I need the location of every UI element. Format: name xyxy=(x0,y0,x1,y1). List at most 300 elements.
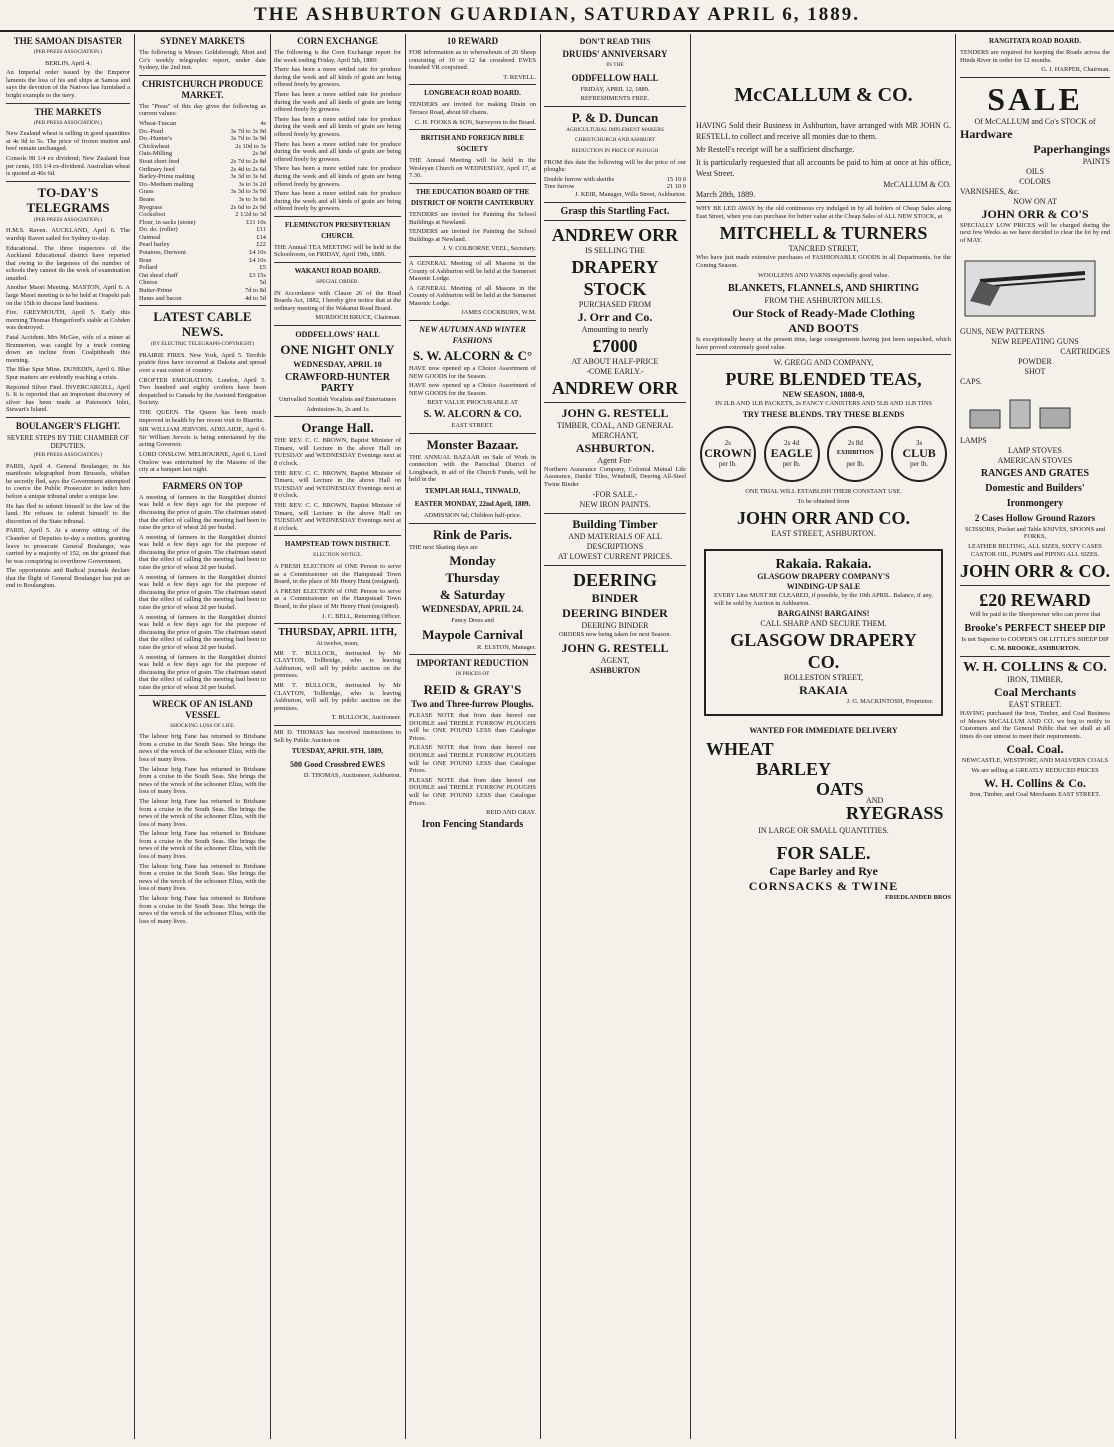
article-text: ONE TRIAL WILL ESTABLISH THEIR CONSTANT USE. xyxy=(745,487,902,495)
cable-heading: LATEST CABLE NEWS. xyxy=(153,309,252,340)
article-text: At twelve, noon, xyxy=(316,640,359,648)
produce-row xyxy=(139,219,266,227)
produce-price: 3s 7d to 3s 9d xyxy=(230,127,266,135)
duncan-reduction: REDUCTION IN PRICE OF PLOUGH xyxy=(571,147,659,154)
produce-item: Bran xyxy=(139,256,152,264)
article-text: Fancy Dress and xyxy=(451,617,494,625)
try-blends: TRY THESE BLENDS. TRY THESE BLENDS xyxy=(742,409,905,419)
ranges-heading: RANGES AND GRATES xyxy=(980,467,1090,479)
column-rule xyxy=(270,34,271,1439)
sheep-heading: 500 Good Crossbred EWES xyxy=(289,760,386,770)
maypole-heading: Maypole Carnival xyxy=(422,626,523,642)
article-text: HAVING purchased the Iron, Timber, and Coal Business of Messrs McCALLUM AND CO. we beg to notify to Customers and the General Public that we shall at all times do our utmost to meet their requirements. xyxy=(960,709,1110,740)
produce-price: 2s 10d to 3s xyxy=(235,142,266,150)
produce-item: Hams and bacon xyxy=(139,294,182,302)
article-text: Amounting to nearly xyxy=(581,324,649,334)
produce-row xyxy=(139,158,266,166)
rakaia-town-heading: RAKAIA xyxy=(799,683,848,698)
in-the-text: IN THE xyxy=(606,62,624,68)
telegrams-heading: TO-DAY'S TELEGRAMS xyxy=(26,184,110,215)
column-6 xyxy=(696,34,951,1439)
tea-blend-badge xyxy=(891,426,947,482)
alcorn-name: S. W. ALCORN & CO. xyxy=(423,409,522,421)
ploughs-heading: Two and Three-furrow Ploughs. xyxy=(411,698,534,709)
column-rule xyxy=(405,34,406,1439)
article-text: We are selling at GREATLY REDUCED PRICES xyxy=(971,766,1099,774)
produce-price: 3s to 3s 2d xyxy=(238,180,266,188)
reid-gray-heading: REID & GRAY'S xyxy=(423,681,522,697)
hampstead-sub: ELECTION NOTICE. xyxy=(313,552,362,559)
article-text: THE next Skating days are xyxy=(409,543,478,551)
article-text: PLEASE NOTE that from date hereof our DOUBLE and TREBLE FURROW PLOUGHS will be ONE POUND LESS than Catalogue Prices. xyxy=(409,744,536,775)
duncan-places: CHRISTCHURCH AND ASHBURT xyxy=(574,137,656,144)
sale-heading: SALE xyxy=(987,80,1083,117)
deering-heading: DEERING xyxy=(572,570,657,591)
produce-price: £3 15s xyxy=(249,271,266,279)
article-text: THE REV. C. C. BROWN, Baptist Minister of Timaru, will Lecture in the above Hall on TUESDAY and WEDNESDAY Evenings next at 8 o'clock. xyxy=(274,437,401,467)
article-text: Educational. The three inspectors of the Auckland Educational district have reported that owing to the largeness of the number of schools they cannot do the work of examination unaided. xyxy=(6,244,130,282)
deering-binder-heading: DEERING BINDER xyxy=(562,606,668,621)
day-heading: Thursday xyxy=(445,570,500,586)
tea-name: CLUB xyxy=(902,446,936,461)
article-text: PRAIRIE FIRES. New York, April 5. Terrible prairie fires have occurred at Dakota and spread over a vast extent of country. xyxy=(139,351,266,374)
article-text: PLEASE NOTE that from date hereof our DOUBLE and TREBLE FURROW PLOUGHS will be ONE POUND LESS than Catalogue Prices. xyxy=(409,776,536,807)
produce-item: Grass xyxy=(139,188,154,196)
produce-price-list xyxy=(139,120,266,302)
signature: MURDOCH BRUCE, Chairman. xyxy=(315,314,401,322)
samoan-heading: THE SAMOAN DISASTER xyxy=(13,36,123,46)
article-text: There has been a more settled rate for produce during the week and all kinds of grain are being offered freely by growers. xyxy=(274,140,401,163)
byline: (BY ELECTRIC TELEGRAPH-COPYRIGHT) xyxy=(150,341,255,348)
produce-item: Cocksfoot xyxy=(139,211,166,219)
article-text: MR D. THOMAS has received instructions to Sell by Public Auction on xyxy=(274,729,401,744)
article-text: PLEASE NOTE that from date hereof our DOUBLE and TREBLE FURROW PLOUGHS will be ONE POUND LESS than Catalogue Prices. xyxy=(409,711,536,742)
brookes-heading: Brooke's PERFECT SHEEP DIP xyxy=(964,622,1106,634)
produce-price: 5d xyxy=(259,279,266,287)
education-heading: THE EDUCATION BOARD OF THE DISTRICT OF NORTH CANTERBURY xyxy=(411,187,534,207)
tea-name: CROWN xyxy=(704,446,752,461)
article-text: AND MATERIALS OF ALL DESCRIPTIONS xyxy=(568,532,662,552)
article-text: H.M.S. Raven. AUCKLAND, April 6. The warship Raven sailed for Sydney to-day. xyxy=(6,227,130,242)
article-text: A meeting of farmers in the Rangitikei district was held a few days ago for the purpose of discussing the price of grain. The chairman stated that the effect of calling the meeting had been to raise the price of wheat 2d per bushel. xyxy=(139,533,266,572)
article-text: REFRESHMENTS FREE. xyxy=(580,95,650,103)
razors-heading: 2 Cases Hollow Ground Razors xyxy=(974,512,1096,523)
article-text: The Blue Spur Mine. DUNEDIN, April 6. Blue Spur matters are evidently reaching a crisis. xyxy=(6,366,130,381)
article-text: EVERY Line MUST BE CLEARED, if possible, by the 10th APRIL. Balance, if any, will be sold by Auction in Ashburton. xyxy=(714,592,933,607)
produce-item: Pollard xyxy=(139,264,158,272)
article-text: PARIS, April 5. At a stormy sitting of the Chamber of Deputies to-day a motion, granting leave to prosecute General Boulanger, was carried by a majority of 152, on the ground that he was conspiring to overthrow Government. xyxy=(6,527,130,565)
oats-text: OATS xyxy=(816,778,864,799)
produce-price: 3s 3d to 3s 6d xyxy=(230,173,266,181)
article-text: HAVING Sold their Business in Ashburton, have arranged with MR JOHN G. RESTELL to collect and receive all monies due to them. xyxy=(696,121,951,141)
druids-heading: DRUIDS' ANNIVERSARY xyxy=(562,49,668,59)
rakaia-heading: Rakaia. Rakaia. xyxy=(775,557,872,573)
article-text: The opportunists and Radical journals declare that the flight of General Boulanger has put an end to Boulangism. xyxy=(6,567,130,590)
produce-row xyxy=(139,211,266,219)
john-orr-heading: JOHN ORR AND CO. xyxy=(736,508,910,529)
reduction-heading: IMPORTANT REDUCTION xyxy=(416,658,529,669)
cornsacks-heading: CORNSACKS & TWINE xyxy=(748,878,899,893)
oils-text: OILS xyxy=(1026,166,1044,176)
glasgow-co-heading: GLASGOW DRAPERY CO. xyxy=(730,630,917,673)
produce-price: £4 10s xyxy=(249,249,266,257)
produce-item: Do.-Hunter's xyxy=(139,135,172,143)
column-rule xyxy=(540,34,541,1439)
article-text: Will be paid to the Sheepowner who can prove that xyxy=(969,611,1101,619)
produce-item: Cheese xyxy=(139,279,158,287)
hall-heading: ODDFELLOW HALL xyxy=(571,72,659,83)
produce-item: Do. do. (roller) xyxy=(139,226,178,234)
article-text: IS SELLING THE xyxy=(585,245,645,255)
article-text: LEATHER BELTING, ALL SIZES, SIXTY CASES CASTOR OIL, PUMPS and PIPING ALL SIZES. xyxy=(968,542,1102,558)
signature: JAMES COCKBURN, W.M. xyxy=(461,309,536,317)
article-text: THE Annual Meeting will be held in the Wesleyan Church on WEDNESDAY, April 17, at 7.30. xyxy=(409,157,536,180)
article-text: To be obtained from xyxy=(797,497,850,505)
produce-item: Oatmeal xyxy=(139,233,161,241)
produce-item: Butter-Prime xyxy=(139,287,173,295)
article-text: FROM THE ASHBURTON MILLS. xyxy=(764,296,883,306)
date-text: March 28th, 1889. xyxy=(696,189,756,199)
bazaar-heading: Monster Bazaar. xyxy=(426,436,519,452)
article-text: Another Maori Meeting. MASTON, April 6. A large Maori meeting is to be held at Orapeki pah on the 15th to discuss land business. xyxy=(6,284,130,307)
article-text: Fire. GREYMOUTH, April 5. Early this morning Thomas Hungerford's stable at Cobden was destroyed. xyxy=(6,309,130,332)
produce-item: Beans xyxy=(139,195,155,203)
article-text: TENDERS are required for keeping the Roads across the Hinds River in order for 12 months. xyxy=(960,49,1110,64)
article-text: There has been a more settled rate for produce during the week and all kinds of grain are being offered freely by growers. xyxy=(274,190,401,213)
article-text: TENDERS are invited for Painting the School Buildings at Newland. xyxy=(409,210,536,226)
domestic-heading: Domestic and Builders' Ironmongery xyxy=(985,482,1085,509)
orr-co-heading: J. Orr and Co. xyxy=(577,309,653,324)
iron-timber-text: IRON, TIMBER, xyxy=(1007,674,1063,684)
now-on-text: NOW ON AT xyxy=(1013,196,1057,206)
article-text: IN LARGE OR SMALL QUANTITIES. xyxy=(758,825,889,835)
article-text: There has been a more settled rate for produce during the week and all kinds of grain are being offered freely by growers. xyxy=(274,115,401,138)
plough-item: Tree furrow xyxy=(544,183,575,191)
signature: C. M. BROOKE, ASHBURTON. xyxy=(990,645,1080,653)
thursday-heading: THURSDAY, APRIL 11TH, xyxy=(278,627,397,639)
tea-price: 2s 8d xyxy=(847,439,863,448)
byline: (PER PRESS ASSOCIATION.) xyxy=(33,119,103,126)
tea-name: EXHIBITION xyxy=(836,450,874,457)
andrew-orr-heading: ANDREW ORR xyxy=(551,224,679,245)
produce-item: Chickwheat xyxy=(139,142,170,150)
rakaia-box xyxy=(704,549,943,716)
article-text: TENDERS are invited for Painting the School Buildings at Newland. xyxy=(409,228,536,243)
article-text: Unrivalled Scottish Vocalists and Entertainers xyxy=(278,396,397,404)
rangitata-heading: RANGITATA ROAD BOARD. xyxy=(989,37,1081,45)
john-orr-heading: JOHN ORR & CO. xyxy=(960,561,1110,582)
boulanger-subheading: SEVERE STEPS BY THE CHAMBER OF DEPUTIES. xyxy=(7,433,129,450)
signature: T. REVELL. xyxy=(503,73,536,81)
markets-heading: THE MARKETS xyxy=(34,106,102,117)
orange-hall-heading: Orange Hall. xyxy=(301,420,374,436)
plough-item: Double furrow with skeiths xyxy=(544,175,615,183)
article-text: The labour brig Fane has returned to Brisbane from a cruise in the South Seas. She brings the news of the wreck of the schooner Eliza, with the loss of many lives. xyxy=(139,765,266,796)
gregg-heading: W. GREGG AND COMPANY, xyxy=(773,358,874,368)
produce-row xyxy=(139,264,266,272)
article-text: Iron, Timber, and Coal Merchants EAST STREET. xyxy=(969,791,1101,799)
produce-row xyxy=(139,173,266,181)
article-text: SCISSORS, Pocket and Table KNIVES, SPOONS and FORKS, xyxy=(964,525,1106,541)
and-text: AND xyxy=(866,795,884,805)
binder-heading: BINDER xyxy=(591,591,639,606)
article-text: Reported Silver Find. INVERCARGILL, April 6. It is reported that an important discovery of silver has been made at Paterson's Inlet, Stewart's Island. xyxy=(6,383,130,414)
tea-blends xyxy=(696,426,951,482)
wheat-text: WHEAT xyxy=(706,738,774,759)
article-text: A FRESH ELECTION of ONE Person to serve as a Commissioner on the Hampstead Town Board, in the place of Mr Henry Hunt (resigned). xyxy=(274,587,401,610)
collins-heading: W. H. COLLINS & CO. xyxy=(963,659,1107,675)
produce-item: Wheat-Tuscan xyxy=(139,119,177,127)
signature: FRIEDLANDER BROS xyxy=(885,893,951,901)
article-text: An Imperial order issued by the Emperor laments the loss of his and ships at Samoa and says the devotion of the Natives has furnished a bright example to the navy. xyxy=(6,69,130,99)
produce-row xyxy=(139,241,266,249)
produce-row xyxy=(139,166,266,174)
restell-heading: JOHN G. RESTELL xyxy=(561,640,669,655)
article-text: Fatal Accident. Mrs McGee, wife of a miner at Brunnerton, was caught by a truck coming down an incline from Coalpitheath this morning. xyxy=(6,334,130,364)
address-text: TANCRED STREET, xyxy=(788,244,859,254)
paints-text: PAINTS xyxy=(1082,156,1110,166)
article-text: A GENERAL Meeting of all Masons in the County of Ashburton will be held at the Somerset Masonic Lodge. xyxy=(409,284,536,307)
lamp-stoves-text: LAMP STOVES xyxy=(1007,445,1062,455)
article-text: Is exceptionally heavy at the present time, large consignments having just been unpacked, which have proved extremely good value. xyxy=(696,336,951,351)
duncan-sub: AGRICULTURAL IMPLEMENT MAKERS xyxy=(566,126,664,133)
repeating-text: NEW REPEATING GUNS xyxy=(991,337,1079,347)
produce-item: Potatoes, Derwent xyxy=(139,249,186,257)
article-text: Agent For- xyxy=(597,455,633,465)
produce-row xyxy=(139,143,266,151)
colors-text: COLORS xyxy=(1019,176,1051,186)
amount-heading: £7000 xyxy=(592,335,638,356)
wreck-subheading: SHOCKING LOSS OF LIFE. xyxy=(170,722,235,729)
signature: C. H. FOOKS & SON, Surveyors to the Board. xyxy=(414,118,536,126)
article-text: NEWCASTLE, WESTPORT, AND MALVERN COALS xyxy=(961,757,1109,765)
byline: (PER PRESS ASSOCIATION.) xyxy=(33,216,103,223)
article-text: TIMBER, COAL, AND GENERAL MERCHANT, xyxy=(556,420,674,440)
john-orr-heading: JOHN ORR & CO'S xyxy=(981,206,1089,221)
article-text: NEW IRON PAINTS. xyxy=(579,500,651,510)
bargains-heading: BARGAINS! BARGAINS! xyxy=(777,609,870,619)
tea-price: 2s 4d xyxy=(784,439,800,448)
produce-price: £4 10s xyxy=(249,256,266,264)
powder-text: POWDER xyxy=(1018,357,1052,367)
cartridges-text: CARTRIDGES xyxy=(1060,347,1110,357)
produce-item: Flour, in sacks (stone) xyxy=(139,218,196,226)
article-text: Is not Superior to COOPER'S OR LITTLE'S SHEEP DIP xyxy=(961,635,1109,643)
column-rule xyxy=(134,34,135,1439)
tea-unit: per lb. xyxy=(718,460,737,469)
produce-item: Ordinary feed xyxy=(139,165,175,173)
article-text: The following is Messrs Goldsbrough, Mort and Co's weekly telegraphic report, under date Sydney, the 2nd inst. xyxy=(139,49,266,72)
winding-heading: WINDING-UP SALE xyxy=(786,582,861,592)
produce-item: Oats-Milling xyxy=(139,150,173,158)
boulanger-heading: BOULANGER'S FLIGHT. xyxy=(15,420,121,431)
produce-row xyxy=(139,181,266,189)
signature: R. ELSTON, Manager. xyxy=(477,643,536,651)
ashburton-text: ASHBURTON xyxy=(589,665,641,675)
article-text: A meeting of farmers in the Rangitikei district was held a few days ago for the purpose of discussing the price of grain. The chairman stated that the effect of calling the meeting had been to raise the price of wheat 2d per bushel. xyxy=(139,573,266,612)
dateline: BERLIN, April 4. xyxy=(45,59,91,67)
column-7 xyxy=(960,34,1110,1439)
signature: REID AND GRAY. xyxy=(486,809,536,817)
signature: J. G. MACKINTOSH, Proprietor. xyxy=(846,698,933,706)
guns-text: GUNS, NEW PATTERNS xyxy=(960,327,1045,337)
signature: G. J. HARPER, Chairman. xyxy=(1041,66,1110,74)
date-heading: EASTER MONDAY, 22nd April, 1889. xyxy=(414,500,531,508)
article-text: FROM this date the following will be the price of our ploughs: xyxy=(544,158,686,174)
tea-price: 2s xyxy=(724,439,731,448)
grasp-heading: Grasp this Startling Fact. xyxy=(560,205,670,217)
tea-blend-badge xyxy=(764,426,820,482)
produce-item: Ryegrass xyxy=(139,203,163,211)
plough-price-list xyxy=(544,176,686,191)
article-text: THE REV. C. C. BROWN, Baptist Minister of Timaru, will Lecture in the above Hall on TUESDAY and WEDNESDAY Evenings next at 8 o'clock. xyxy=(274,501,401,532)
produce-price: £22 xyxy=(256,241,266,249)
produce-price: 2s 4d to 2s 6d xyxy=(230,165,266,173)
crawford-heading: CRAWFORD-HUNTER PARTY xyxy=(285,372,390,395)
article-text: Of McCALLUM and Co's STOCK of xyxy=(974,116,1096,126)
signature: J. KEIR, Manager, Wills Street, Ashburton. xyxy=(575,190,686,198)
hardware-heading: Hardware xyxy=(960,126,1013,141)
signature: T. BULLOCK, Auctioneer. xyxy=(331,714,401,722)
article-text: The following is the Corn Exchange report for the week ending Friday, April 5th, 1889: xyxy=(274,49,401,64)
article-text: SIR WILLIAM JERVOIS. ADELAIDE, April 6. Sir William Jervois is being entertained by the acting Governor. xyxy=(139,426,266,449)
date-text: FRIDAY, APRIL 12, 1889. xyxy=(580,85,650,93)
bible-heading: BRITISH AND FOREIGN BIBLE SOCIETY xyxy=(420,134,525,154)
one-night-heading: ONE NIGHT ONLY xyxy=(280,342,395,358)
column-4 xyxy=(409,34,536,1439)
ashburton-heading: ASHBURTON. xyxy=(575,440,655,455)
shot-text: SHOT xyxy=(1024,367,1046,377)
gun-icon xyxy=(960,251,1100,321)
season-text: NEW SEASON, 1888-9, xyxy=(782,390,865,400)
plough-price: 21 10 0 xyxy=(666,183,686,191)
produce-item: Pearl barley xyxy=(139,241,170,249)
produce-item: Barley-Prime malting xyxy=(139,173,195,181)
produce-item: Do.-Medium malting xyxy=(139,180,194,188)
day-heading: & Saturday xyxy=(439,587,506,603)
byline: (PER PRESS ASSOCIATION.) xyxy=(33,451,103,458)
date-heading: WEDNESDAY, APRIL 24. xyxy=(421,604,524,615)
andrew-orr-heading: ANDREW ORR xyxy=(551,377,679,398)
article-text: AGENT, xyxy=(600,655,630,665)
byline: (PER PRESS ASSOCIATION.) xyxy=(33,49,103,55)
produce-price: 2s 9d xyxy=(252,150,266,158)
produce-price: 3s to 3s 6d xyxy=(238,195,266,203)
admission-text: Admission-3s, 2s and 1s xyxy=(306,405,369,413)
ryegrass-text: RYEGRASS xyxy=(846,802,944,823)
article-text: A meeting of farmers in the Rangitikei district was held a few days ago for the purpose of discussing the price of grain. The chairman stated that the effect of calling the meeting had been to raise the price of wheat 2d per bushel. xyxy=(139,653,266,691)
article-text: The labour brig Fane has returned to Brisbane from a cruise in the South Seas. She brings the news of the wreck of the schooner Eliza, with the loss of many lives. xyxy=(139,862,266,893)
column-rule xyxy=(690,34,691,1439)
article-text: The labour brig Fane has returned to Brisbane from a cruise in the South Seas. She brings the news of the wreck of the schooner Eliza, with the loss of many lives. xyxy=(139,895,266,925)
corn-heading: CORN EXCHANGE xyxy=(297,36,378,46)
produce-price: 2s 6d to 2s 9d xyxy=(230,203,266,211)
boots-heading: AND BOOTS xyxy=(788,321,859,336)
coal-heading: Coal Merchants xyxy=(993,684,1077,699)
signature: McCALLUM & CO. xyxy=(883,180,951,189)
varnishes-text: VARNISHES, &c. xyxy=(960,186,1020,196)
wreck-heading: WRECK OF AN ISLAND VESSEL xyxy=(152,698,253,720)
duncan-heading: P. & D. Duncan xyxy=(571,109,659,125)
tea-blend-badge xyxy=(827,426,883,482)
clothing-heading: Our Stock of Ready-Made Clothing xyxy=(732,306,915,321)
article-text: A FRESH ELECTION of ONE Person to serve as a Commissioner on the Hampstead Town Board, in the place of Mr Henry Hunt (resigned). xyxy=(274,562,401,586)
produce-row xyxy=(139,295,266,303)
wakanui-heading: WAKANUI ROAD BOARD. xyxy=(294,267,381,276)
produce-row xyxy=(139,279,266,287)
tea-unit: per lb. xyxy=(910,460,929,469)
date-heading: TUESDAY, APRIL 9TH, 1889, xyxy=(291,747,384,756)
produce-row xyxy=(139,257,266,265)
article-text: FOR information as to whereabouts of 20 Sheep consisting of 10 or 12 fat crossbred EWES branded VR conjoined. xyxy=(409,49,536,72)
date-heading: WEDNESDAY, APRIL 10 xyxy=(293,360,382,370)
produce-row xyxy=(139,188,266,196)
barley-text: BARLEY xyxy=(756,758,832,779)
article-text: He has fled to submit himself to the law of the land. He refuses to submit himself to the discretion of the State tribunal. xyxy=(6,502,130,525)
column-5 xyxy=(544,34,686,1439)
article-text: CROFTER EMIGRATION. London, April 5. Two hundred and eighty crofters have been despatched to Canada by the Assisted Emigration Society. xyxy=(139,376,266,407)
produce-row xyxy=(139,150,266,158)
produce-item: Do.-Pearl xyxy=(139,127,164,135)
hampstead-heading: HAMPSTEAD TOWN DISTRICT. xyxy=(284,540,391,549)
reward-heading: 10 REWARD xyxy=(446,36,499,46)
article-text: ORDERS now being taken for next Season. xyxy=(559,631,671,639)
article-text: WHY BE LED AWAY by the old continuous cry indulged in by all holders of Cheap Sales along East Street, when you can purchase for better value at the Cheap Sales of ALL NEW STOCK, at xyxy=(696,205,951,220)
coal-coal-heading: Coal. Coal. xyxy=(1006,742,1064,757)
signature: J. C. BELL, Returning Officer. xyxy=(321,612,401,620)
article-text: The labour brig Fane has returned to Brisbane from a cruise in the South Seas. She brings the news of the wreck of the schooner Eliza, with the loss of many lives. xyxy=(139,830,266,861)
tea-unit: per lb. xyxy=(782,460,801,469)
produce-row xyxy=(139,128,266,136)
plough-row xyxy=(544,176,686,184)
paperhangings-heading: Paperhangings xyxy=(1033,141,1110,156)
produce-item: Stout short feed xyxy=(139,157,180,165)
for-sale-text: -FOR SALE.- xyxy=(592,490,638,500)
column-1 xyxy=(6,34,130,1439)
article-text: PURCHASED FROM xyxy=(578,299,652,309)
produce-row xyxy=(139,120,266,128)
column-2 xyxy=(139,34,266,1439)
masthead xyxy=(0,0,1114,32)
for-sale-heading: FOR SALE. xyxy=(776,842,871,863)
article-text: HAVE now opened up a Choice Assortment of NEW GOODS for the Season. xyxy=(409,365,536,380)
rink-heading: Rink de Paris. xyxy=(432,526,513,542)
venue-text: TEMPLAR HALL, TINWALD, xyxy=(424,487,521,495)
lamps-text: LAMPS xyxy=(960,435,987,445)
wanted-heading: WANTED FOR IMMEDIATE DELIVERY xyxy=(749,725,898,735)
article-text: IN 2LB AND 1LB PACKETS, 2s FANCY CANISTERS AND 5LB AND 1LB TINS xyxy=(715,400,932,408)
lamp-icon xyxy=(960,390,1080,430)
day-heading: Monday xyxy=(449,553,496,569)
mitchell-heading: MITCHELL & TURNERS xyxy=(719,223,928,244)
article-text: Mr Restell's receipt will be a sufficient discharge. xyxy=(696,145,855,154)
article-text: There has been a more settled rate for produce during the week and all kinds of grain are being offered freely by growers. xyxy=(274,165,401,188)
fencing-heading: Iron Fencing Standards xyxy=(421,818,524,830)
article-text: CALL SHARP AND SECURE THEM. xyxy=(760,619,887,629)
article-text: IN Accordance with Clause 26 of the Road Boards Act, 1882, I hereby give notice that at the ordinary meeting of the Wakanui Road Board. xyxy=(274,289,401,312)
article-text: A meeting of farmers in the Rangitikei district was held a few days ago for the purpose of discussing the price of grain. The chairman stated that the effect of calling the meeting had been to raise the price of wheat 2d per bushel. xyxy=(139,493,266,532)
article-text: TENDERS are invited for making Drain on Terrace Road, about 60 chains. xyxy=(409,101,536,116)
signature: J. V. COLBORNE VEEL, Secretary. xyxy=(442,245,536,253)
article-text: New Zealand wheat is selling in good quantities at 4s 9d to 5s. The price of frozen mutton and beef remain unchanged. xyxy=(6,130,130,153)
article-text: PARIS, April 4. General Boulanger, in his manifesto telegraphed from Brussels, whither he secretly fled, says the Government attempted to coerce the Public Prosecutor to indict him before a unique tribunal under a unique law. xyxy=(6,462,130,500)
article-text: MR T. BULLOCK, instructed by Mr CLAYTON, Tollbridge, who is leaving Ashburton, will sell by public auction on the premises. xyxy=(274,682,401,712)
produce-price: £11 10s xyxy=(246,218,266,226)
wakanui-sub: SPECIAL ORDER. xyxy=(316,279,359,286)
article-text: Northern Assurance Company, Colonial Mutual Life Assurance, Danks' Tiles, Windmill, Deering All-Steel Twine Binder xyxy=(544,465,686,488)
tea-price: 3s xyxy=(916,439,923,448)
article-text: MR T. BULLOCK, instructed by Mr CLAYTON, Tollbridge, who is leaving Ashburton, will sell by public auction on the premises. xyxy=(274,649,401,680)
